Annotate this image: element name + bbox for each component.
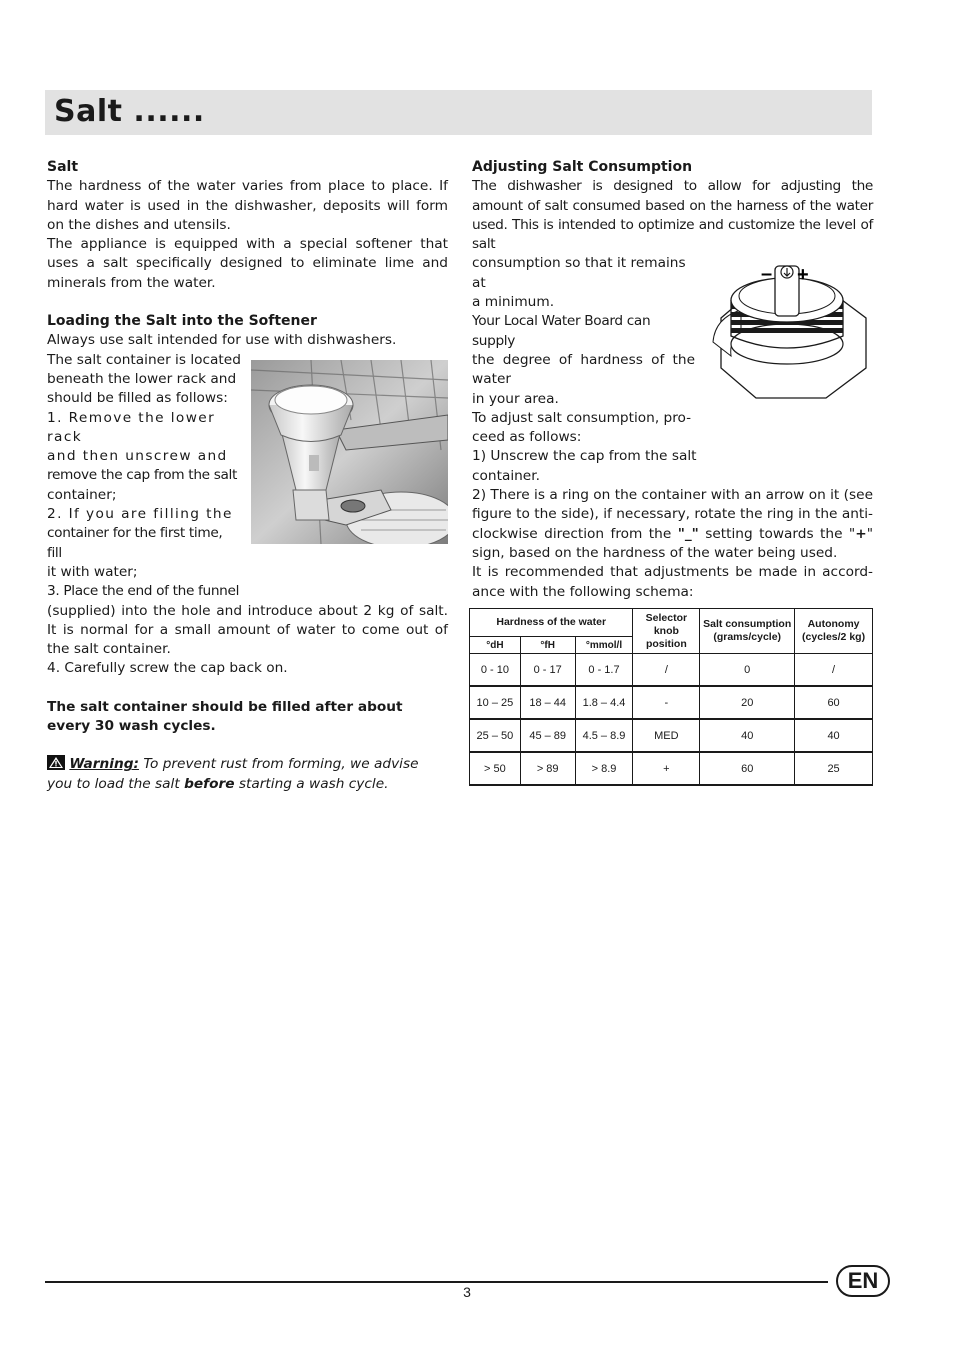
step-3-line-a: 3. Place the end of the funnel (47, 583, 240, 600)
cell-autonomy: 25 (795, 752, 873, 785)
page-number: 3 (463, 1284, 471, 1300)
adjusting-paragraph-1c: a minimum. (472, 294, 555, 311)
step-4: 4. Carefully screw the cap back on. (47, 660, 288, 677)
cell-salt: 20 (700, 686, 795, 719)
step-1-line-b: and then unscrew and (47, 448, 228, 465)
cell-salt: 40 (700, 719, 795, 752)
left-column (47, 158, 448, 794)
cell-fh: 0 - 17 (520, 654, 575, 687)
adjust-step-1b: container. (472, 467, 540, 484)
cell-salt: 0 (700, 654, 795, 687)
refill-note: The salt container should be filled after about every 30 wash cycles. (47, 698, 403, 735)
dial-plus-sign: + (797, 264, 809, 287)
salt-paragraph-2: The appliance is equipped with a special softener that uses a salt specifically designed to eliminate lime and minerals from the water. (47, 236, 448, 291)
warning-text-1: To prevent rust from forming, we advise you to load the salt (47, 756, 419, 792)
loading-line-3: should be filled as follows: (47, 390, 228, 407)
cell-selector: / (633, 654, 700, 687)
cell-dh: 0 - 10 (470, 654, 521, 687)
header-mmol: °mmol/l (575, 637, 633, 654)
cell-salt: 60 (700, 752, 795, 785)
cell-mmol: 4.5 – 8.9 (575, 719, 633, 752)
water-board-line-d: in your area. (472, 390, 559, 407)
step-1-line-c: remove the cap from the salt (47, 467, 237, 484)
step-3-line-b: (supplied) into the hole and introduce about 2 kg of salt. It is normal for a small amount of water to come out of the salt container. (47, 602, 448, 658)
adjust-step-2-post: " sign, based on the hardness of the water being used. (472, 525, 873, 561)
table-row (470, 654, 873, 687)
header-autonomy: Autonomy (cycles/2 kg) (795, 609, 873, 654)
cell-autonomy: 60 (795, 686, 873, 719)
cell-selector: MED (633, 719, 700, 752)
warning-text-2: starting a wash cycle. (234, 775, 389, 792)
adjusting-paragraph-1b: consumption so that it remains at (472, 255, 686, 291)
adjust-step-1a: 1) Unscrew the cap from the salt (472, 448, 697, 465)
cell-fh: > 89 (520, 752, 575, 785)
loading-heading: Loading the Salt into the Softener (47, 313, 317, 330)
loading-intro: Always use salt intended for use with dishwashers. (47, 332, 397, 349)
step-2-line-a: 2. If you are filling the (47, 506, 233, 523)
water-board-line-a: Your Local Water Board can supply (472, 313, 651, 349)
step-2-line-c: it with water; (47, 563, 138, 580)
adjust-step-2-plus: + (855, 525, 867, 542)
water-board-line-b: the degree of hardness of the (472, 351, 695, 368)
adjusting-paragraph-1: The dishwasher is designed to allow for adjusting the amount of salt consumed based on the harness of the water used. This is intended to optimize and customize the level of salt (472, 178, 873, 253)
salt-paragraph-1: The hardness of the water varies from place to place. If hard water is used in the dishwasher, deposits will form on the dishes and utensils. (47, 178, 448, 233)
warning-label: Warning: (69, 756, 139, 773)
adjust-step-2-mid: setting towards the " (698, 525, 856, 542)
adjusting-heading: Adjusting Salt Consumption (472, 159, 693, 175)
cell-dh: > 50 (470, 752, 521, 785)
title-bar (45, 90, 872, 135)
water-board-line-c: water (472, 371, 511, 388)
table-row (470, 752, 873, 785)
warning-paragraph (47, 755, 448, 794)
warning-icon (47, 755, 65, 770)
cell-autonomy: 40 (795, 719, 873, 752)
cell-autonomy: / (795, 654, 873, 687)
loading-line-2: beneath the lower rack and (47, 370, 237, 387)
adjust-step-2-pre: 2) There is a ring on the container with an arrow on it (see figure to the side), if necessary, rotate the ring in the anti-clockwise direction from the (472, 487, 873, 542)
cell-mmol: 0 - 1.7 (575, 654, 633, 687)
cell-dh: 10 – 25 (470, 686, 521, 719)
recommendation-paragraph: It is recommended that adjustments be made in accord-ance with the following schema: (472, 564, 873, 600)
cell-selector: + (633, 752, 700, 785)
salt-cap-dial-figure (701, 260, 873, 402)
table-row (470, 719, 873, 752)
loading-line-1: The salt container is located (47, 351, 241, 368)
header-selector: Selector knob position (633, 609, 700, 654)
step-2-line-b: container for the first time, fill (47, 525, 223, 561)
dial-minus-sign: – (761, 263, 773, 286)
cell-fh: 18 – 44 (520, 686, 575, 719)
header-salt-consumption: Salt consumption (grams/cycle) (700, 609, 795, 654)
header-hardness: Hardness of the water (470, 609, 633, 637)
salt-hardness-table (469, 608, 873, 786)
adjust-step-2-minus: "_" (677, 525, 699, 542)
table-row (470, 686, 873, 719)
adjust-step-2 (472, 486, 873, 563)
procedure-line-b: ceed as follows: (472, 429, 582, 446)
step-1-line-a: 1. Remove the lower rack (47, 409, 216, 445)
right-column (472, 158, 873, 602)
cell-mmol: 1.8 – 4.4 (575, 686, 633, 719)
warning-bold: before (184, 775, 235, 792)
cell-mmol: > 8.9 (575, 752, 633, 785)
cell-selector: - (633, 686, 700, 719)
salt-heading: Salt (47, 159, 79, 175)
page-title: Salt ...... (54, 94, 205, 129)
salt-container-photo (251, 360, 448, 544)
cell-fh: 45 – 89 (520, 719, 575, 752)
header-dh: °dH (470, 637, 521, 654)
step-1-line-d: container; (47, 486, 117, 503)
cell-dh: 25 – 50 (470, 719, 521, 752)
procedure-line-a: To adjust salt consumption, pro- (472, 409, 692, 426)
language-badge: EN (836, 1265, 890, 1297)
footer-rule (45, 1281, 828, 1283)
header-fh: °fH (520, 637, 575, 654)
